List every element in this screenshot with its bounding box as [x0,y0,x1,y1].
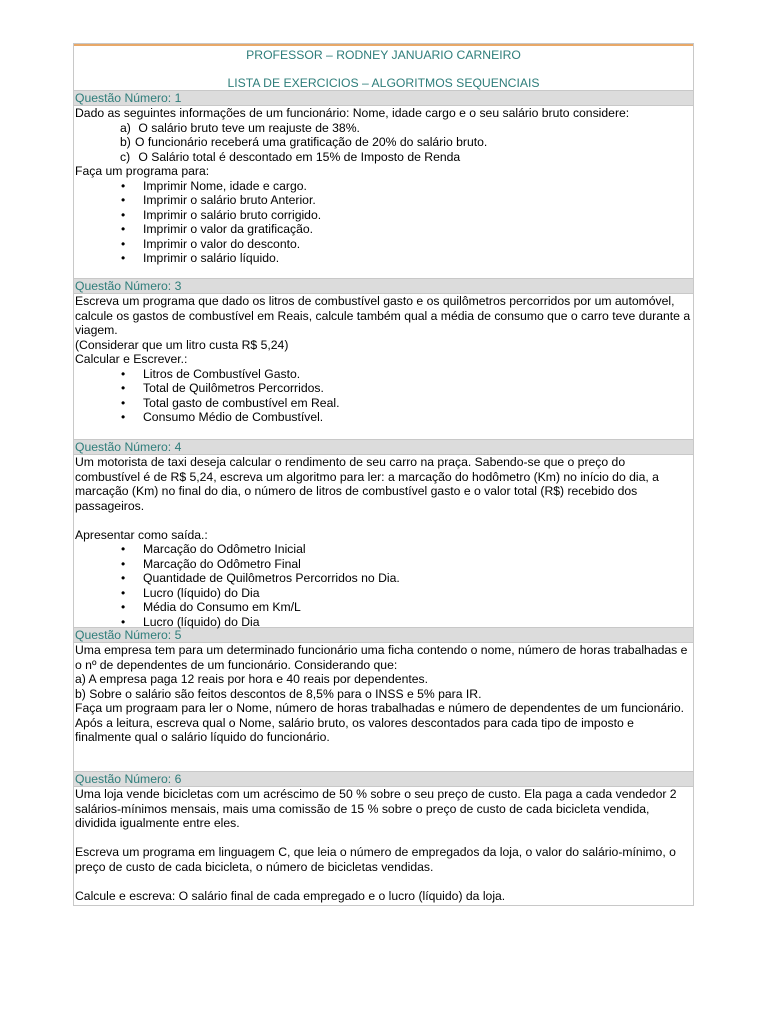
list-item: a) O salário bruto teve um reajuste de 38%. [120,120,360,135]
question-4-intro: Um motorista de taxi deseja calcular o rendimento de seu carro na praça. Sabendo-se que o preço do combustível é de R$ 5,24, escreva um algoritmo para ler: a marcação do hodômetro (Km) no início do dia, a marcação (Km) no final do dia, o número de litros de combustível gasto e o valor total (R$) recebido dos passageiros. [75,455,659,513]
professor-name: PROFESSOR – RODNEY JANUARIO CARNEIRO [246,48,521,62]
list-item: • Imprimir o valor do desconto. [143,237,692,252]
question-3-note: (Considerar que um litro custa R$ 5,24) [75,337,289,352]
question-5-line: Faça um prograam para ler o Nome, número de horas trabalhadas e número de dependentes de um funcionário. [75,701,685,715]
question-1-task: Faça um programa para: [75,164,210,178]
list-item: • Imprimir o salário bruto Anterior. [143,193,692,208]
list-item: • Total de Quilômetros Percorridos. [143,381,692,396]
question-3-task: Calcular e Escrever.: [75,352,188,366]
question-1-intro: Dado as seguintes informações de um funcionário: Nome, idade cargo e o seu salário bruto considere: [75,106,630,120]
question-1-outputs [75,179,692,266]
question-1-conditions [75,121,692,165]
list-item: • Litros de Combustível Gasto. [143,367,692,382]
list-item: • Imprimir Nome, idade e cargo. [143,179,692,194]
list-item: • Marcação do Odômetro Final [143,557,692,572]
list-item: • Lucro (líquido) do Dia [143,586,692,601]
list-item: • Imprimir o salário líquido. [143,251,692,266]
question-1-body [74,106,693,278]
question-3-intro: Escreva um programa que dado os litros de combustível gasto e os quilômetros percorridos por um automóvel, calcule os gastos de combustível em Reais, calcule também qual a média de consumo que o carro teve durante a viagem. [75,294,691,337]
question-5-body [74,643,693,771]
question-1-title: Questão Número: 1 [74,90,693,106]
question-3-body [74,294,693,439]
question-5-line: a) A empresa paga 12 reais por hora e 40 reais por dependentes. [75,672,428,686]
question-5-line: Uma empresa tem para um determinado funcionário uma ficha contendo o nome, número de horas trabalhadas e o nº de dependentes de um funcionário. Considerando que: [75,643,688,672]
list-item: • Consumo Médio de Combustível. [143,410,692,425]
question-5-line: b) Sobre o salário são feitos descontos de 8,5% para o INSS e 5% para IR. [75,686,482,701]
list-item: • Quantidade de Quilômetros Percorridos no Dia. [143,571,692,586]
question-6-paragraph-3: Calcule e escreva: O salário final de cada empregado e o lucro (líquido) da loja. [75,888,506,903]
list-item: • Imprimir o valor da gratificação. [143,222,692,237]
list-title: LISTA DE EXERCICIOS – ALGORITMOS SEQUENCIAIS [227,76,540,90]
list-item: • Lucro (líquido) do Dia [143,615,692,630]
question-4-task: Apresentar como saída.: [75,527,208,542]
list-item: • Imprimir o salário bruto corrigido. [143,208,692,223]
question-6-title: Questão Número: 6 [74,771,693,787]
question-5-title: Questão Número: 5 [74,627,693,643]
question-6-body [74,787,693,905]
question-5-line: Após a leitura, escreva qual o Nome, salário bruto, os valores descontados para cada tipo de imposto e finalmente qual o salário líquido do funcionário. [75,715,634,744]
question-6-paragraph-2: Escreva um programa em linguagem C, que leia o número de empregados da loja, o valor do salário-mínimo, o preço de custo de cada bicicleta, o número de bicicletas vendidas. [75,845,676,874]
question-3-title: Questão Número: 3 [74,278,693,294]
list-item: b) O funcionário receberá uma gratificação de 20% do salário bruto. [120,135,488,149]
list-item: c) O Salário total é descontado em 15% de Imposto de Renda [120,149,461,164]
question-4-outputs [75,542,692,629]
list-item: • Total gasto de combustível em Real. [143,396,692,411]
question-4-title: Questão Número: 4 [74,439,693,455]
question-6-paragraph-1: Uma loja vende bicicletas com um acréscimo de 50 % sobre o seu preço de custo. Ela paga a cada vendedor 2 salários-mínimos mensais, mais uma comissão de 15 % sobre o preço de custo de cada bicicleta vendida, dividida igualmente entre eles. [75,787,677,830]
document-header [74,44,693,90]
exercise-sheet [73,43,694,906]
question-3-outputs [75,367,692,425]
list-item: • Marcação do Odômetro Inicial [143,542,692,557]
list-item: • Média do Consumo em Km/L [143,600,692,615]
question-4-body [74,455,693,627]
